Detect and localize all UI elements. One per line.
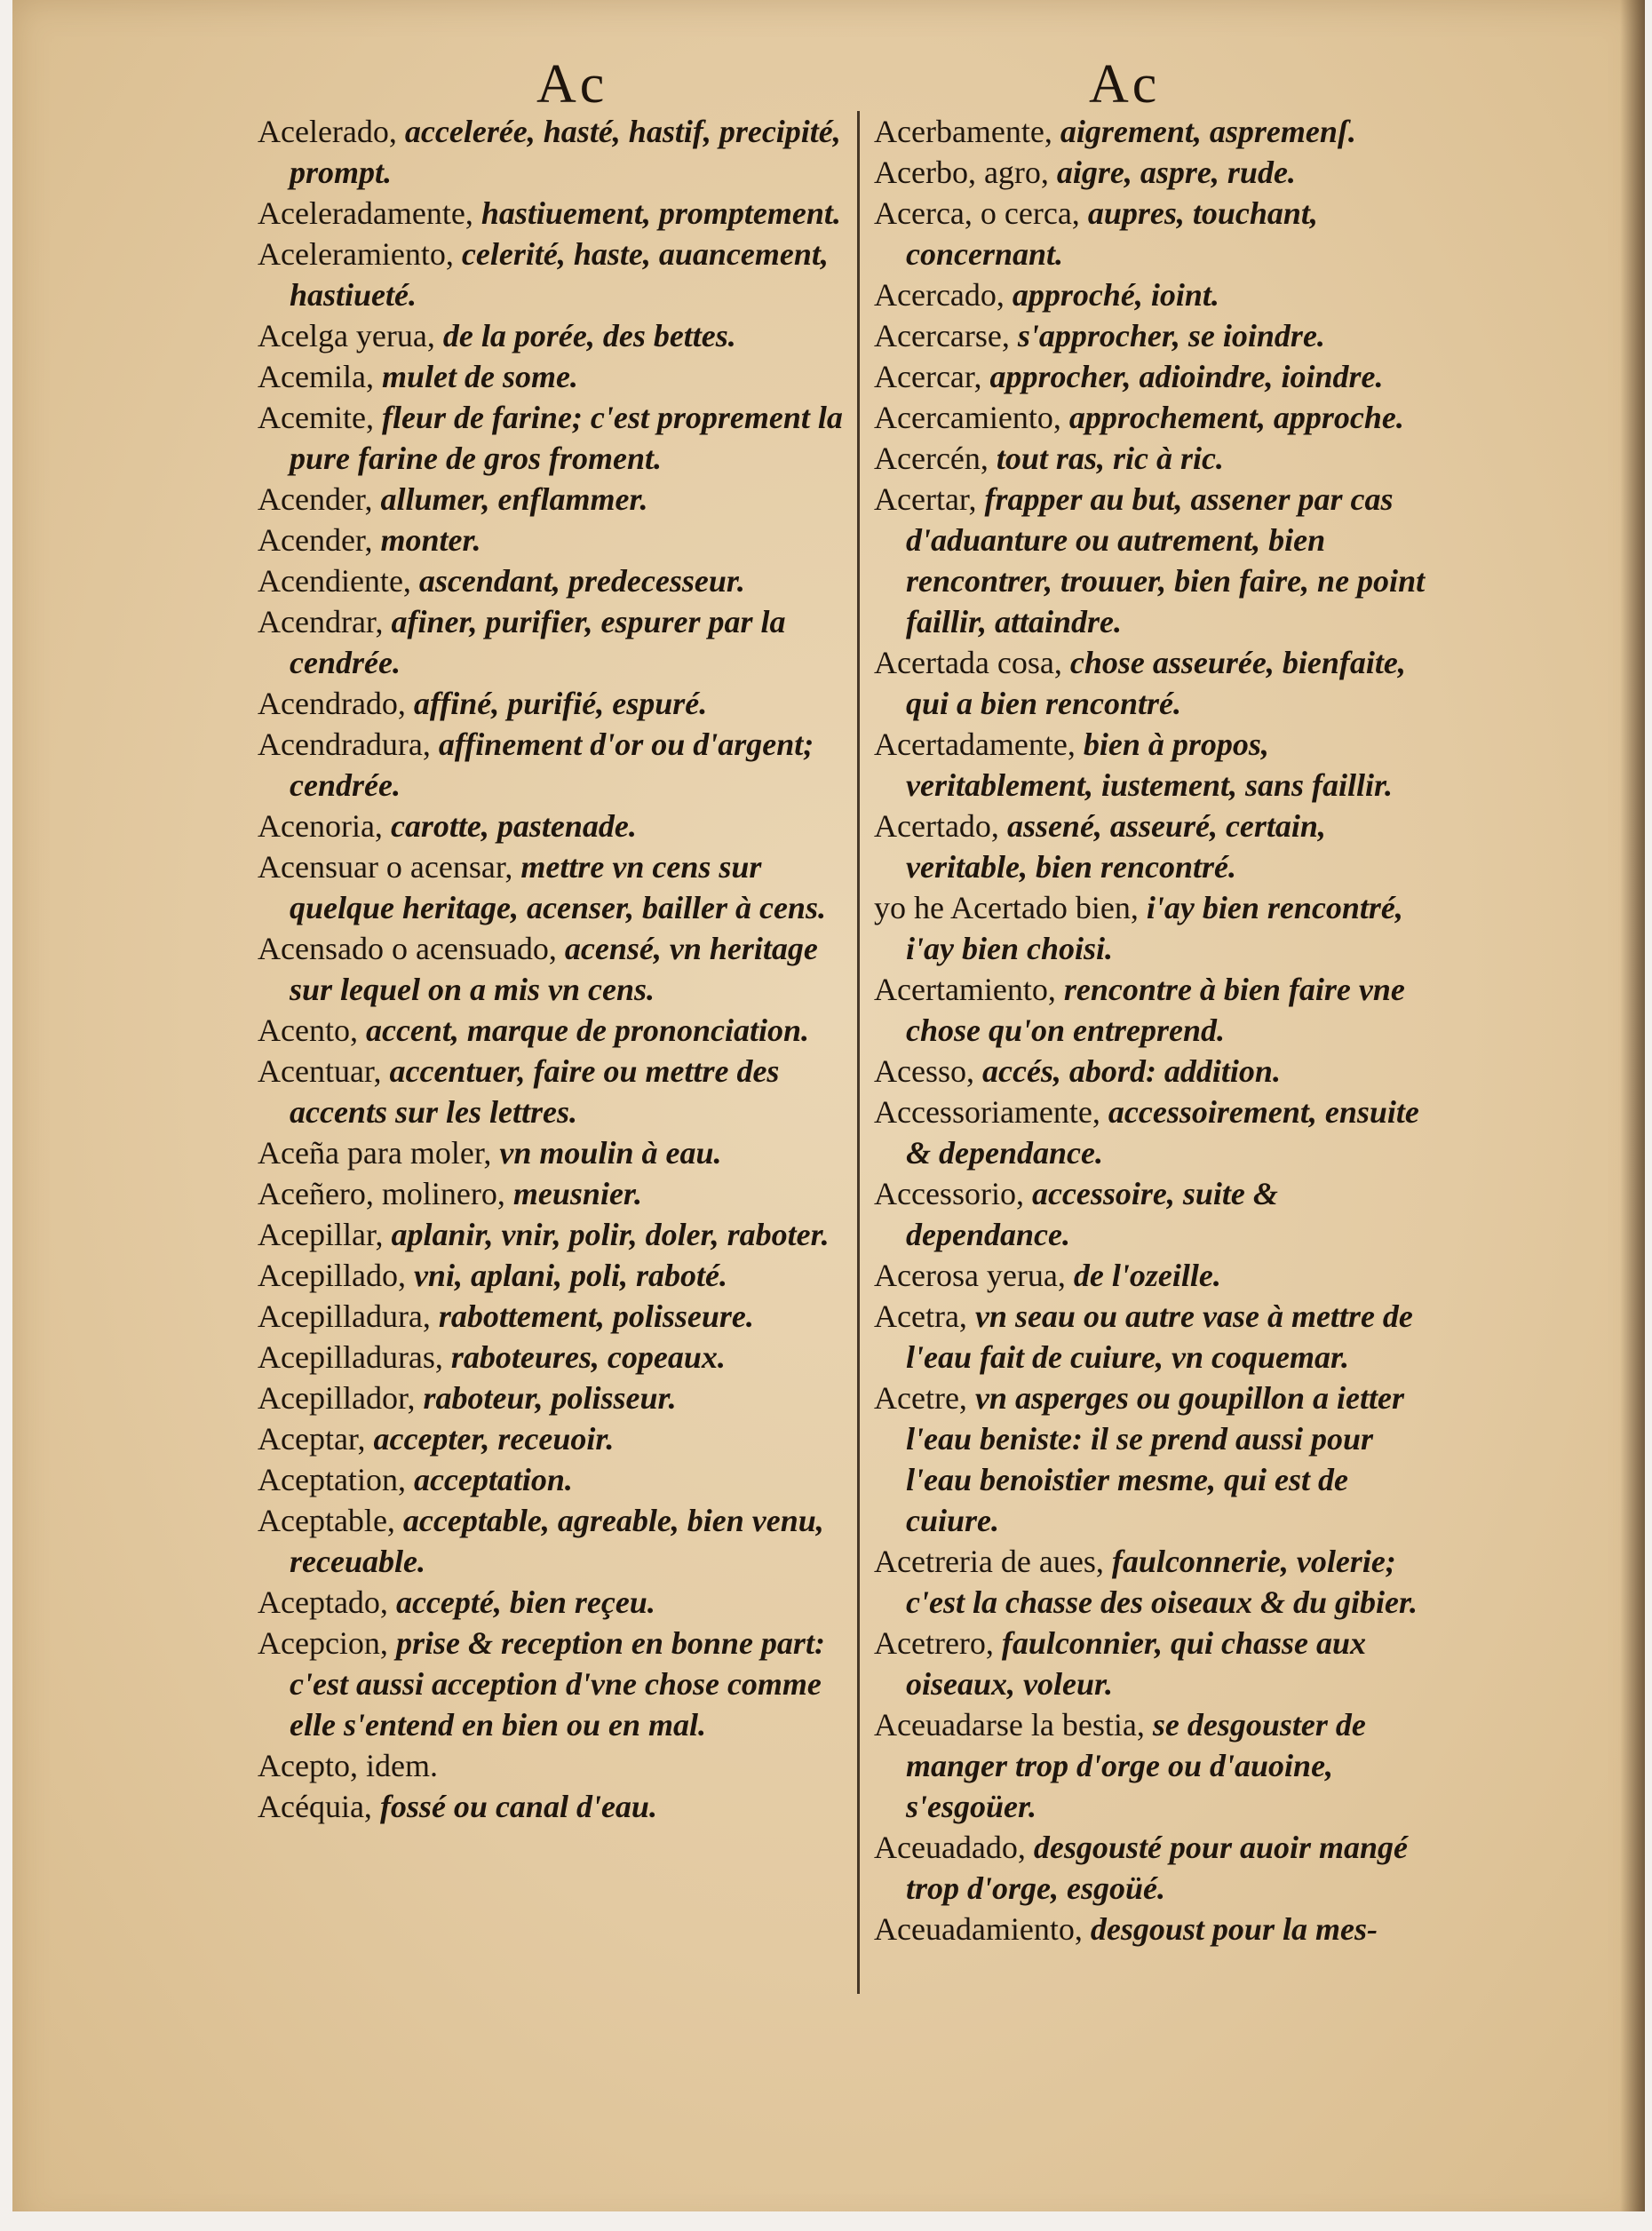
dictionary-entry [874, 806, 1442, 887]
dictionary-entry [258, 1418, 844, 1459]
entry-definition: vn asperges ou goupillon a ietter l'eau beniste: il se prend aussi pour l'eau benoistier mesme, qui est de cuiure. [906, 1380, 1404, 1538]
dictionary-entry [258, 1623, 844, 1745]
entry-headword: Aceptado, [258, 1584, 396, 1620]
entry-definition: ascendant, predecesseur. [418, 563, 745, 599]
entry-definition: accessoirement, ensuite & dependance. [906, 1094, 1419, 1171]
entry-headword: Acerbamente, [874, 114, 1060, 149]
entry-definition: raboteures, copeaux. [450, 1339, 726, 1375]
dictionary-entry [258, 1786, 844, 1827]
dictionary-entry [874, 1827, 1442, 1909]
entry-headword: Acensado o acensuado, [258, 931, 565, 966]
entry-definition: affinement d'or ou d'argent; cendrée. [290, 726, 814, 803]
entry-headword: Acemila, [258, 359, 382, 394]
scan-bottom-margin [0, 2211, 1652, 2231]
dictionary-entry [874, 969, 1442, 1051]
entry-definition: tout ras, ric à ric. [996, 441, 1224, 476]
entry-headword: Acelerado, [258, 114, 405, 149]
dictionary-entry [258, 1051, 844, 1132]
entry-definition: allumer, enflammer. [380, 481, 648, 517]
dictionary-entry [258, 1500, 844, 1582]
dictionary-entry [258, 601, 844, 683]
entry-definition: desgoust pour la mes- [1090, 1911, 1378, 1947]
entry-definition: mettre vn cens sur quelque heritage, acenser, bailler à cens. [290, 849, 826, 925]
dictionary-entry [874, 1092, 1442, 1173]
entry-definition: rabottement, polisseure. [438, 1298, 754, 1334]
dictionary-entry [874, 315, 1442, 356]
entry-definition: acceptable, agreable, bien venu, receuable. [290, 1503, 824, 1579]
entry-definition: raboteur, polisseur. [423, 1380, 677, 1416]
entry-headword: Aceñero, molinero, [258, 1176, 513, 1211]
dictionary-entry [258, 111, 844, 193]
entry-definition: monter. [380, 522, 481, 558]
dictionary-entry [874, 274, 1442, 315]
entry-definition: de la porée, des bettes. [442, 318, 736, 353]
entry-definition: i'ay bien rencontré, i'ay bien choisi. [906, 890, 1403, 966]
dictionary-entry [874, 887, 1442, 969]
entry-headword: Acetre, [874, 1380, 975, 1416]
dictionary-entry [874, 1296, 1442, 1378]
dictionary-entry [258, 397, 844, 479]
entry-headword: Acender, [258, 522, 381, 558]
left-running-header: Ac [536, 54, 608, 115]
entry-definition: accentuer, faire ou mettre des accents sur les lettres. [290, 1053, 780, 1130]
entry-headword: Acerosa yerua, [874, 1258, 1074, 1293]
entry-headword: Accessoriamente, [874, 1094, 1108, 1130]
entry-definition: desgousté pour auoir mangé trop d'orge, esgoüé. [906, 1830, 1408, 1906]
entry-headword: Acercar, [874, 359, 990, 394]
entry-headword: Acetra, [874, 1298, 975, 1334]
entry-headword: Acepto, idem. [258, 1748, 438, 1783]
entry-headword: Acercarse, [874, 318, 1018, 353]
entry-definition: accent, marque de prononciation. [365, 1012, 809, 1048]
entry-headword: Aceña para moler, [258, 1135, 500, 1171]
entry-headword: Acertada cosa, [874, 645, 1070, 680]
entry-headword: Acertado, [874, 808, 1007, 844]
entry-definition: accelerée, hasté, hastif, precipité, prompt. [290, 114, 841, 190]
dictionary-entry [258, 1296, 844, 1337]
dictionary-entry [874, 111, 1442, 152]
entry-definition: meusnier. [512, 1176, 642, 1211]
entry-headword: Acertar, [874, 481, 985, 517]
entry-definition: approché, ioint. [1012, 277, 1219, 313]
entry-definition: aplanir, vnir, polir, doler, raboter. [391, 1217, 830, 1252]
dictionary-entry [258, 1337, 844, 1378]
dictionary-entry [258, 1745, 844, 1786]
entry-headword: Acender, [258, 481, 381, 517]
entry-headword: Aceptation, [258, 1462, 414, 1497]
entry-definition: s'approcher, se ioindre. [1017, 318, 1325, 353]
dictionary-entry [258, 683, 844, 724]
dictionary-entry [258, 193, 844, 234]
book-page [12, 0, 1645, 2231]
entry-definition: vn seau ou autre vase à mettre de l'eau fait de cuiure, vn coquemar. [906, 1298, 1413, 1375]
page-gutter-shadow [1620, 0, 1645, 2231]
dictionary-entry [258, 1132, 844, 1173]
entry-headword: Aceptable, [258, 1503, 403, 1538]
entry-headword: Acetrero, [874, 1625, 1002, 1661]
entry-headword: Acerbo, agro, [874, 155, 1057, 190]
entry-definition: accepté, bien reçeu. [395, 1584, 655, 1620]
entry-headword: Acento, [258, 1012, 366, 1048]
entry-definition: aigre, aspre, rude. [1056, 155, 1296, 190]
dictionary-entry [258, 234, 844, 315]
entry-headword: Acentuar, [258, 1053, 390, 1089]
entry-headword: Aceleramiento, [258, 236, 462, 272]
entry-definition: frapper au but, assener par cas d'aduanture ou autrement, bien rencontrer, trouuer, bien faire, ne point faillir, attaindre. [906, 481, 1426, 639]
entry-definition: rencontre à bien faire vne chose qu'on entreprend. [906, 972, 1405, 1048]
dictionary-entry [874, 438, 1442, 479]
entry-definition: affiné, purifié, espuré. [413, 686, 708, 721]
entry-definition: vn moulin à eau. [499, 1135, 722, 1171]
dictionary-entry [258, 560, 844, 601]
dictionary-entry [874, 479, 1442, 642]
entry-definition: se desgouster de manger trop d'orge ou d'auoine, s'esgoüer. [906, 1707, 1366, 1824]
dictionary-entry [874, 1704, 1442, 1827]
entry-headword: Acetreria de aues, [874, 1544, 1112, 1579]
entry-definition: bien à propos, veritablement, iustement, sans faillir. [906, 726, 1394, 803]
entry-headword: Acendiente, [258, 563, 419, 599]
dictionary-entry [258, 479, 844, 520]
entry-headword: Acenoria, [258, 808, 391, 844]
entry-definition: acceptation. [413, 1462, 573, 1497]
entry-headword: Aceuadarse la bestia, [874, 1707, 1153, 1743]
entry-definition: carotte, pastenade. [390, 808, 637, 844]
entry-definition: fossé ou canal d'eau. [379, 1789, 657, 1824]
entry-headword: Acelga yerua, [258, 318, 443, 353]
entry-headword: Acepillado, [258, 1258, 414, 1293]
entry-headword: Aceuadamiento, [874, 1911, 1091, 1947]
entry-definition: faulconnier, qui chasse aux oiseaux, voleur. [906, 1625, 1367, 1702]
dictionary-entry [258, 520, 844, 560]
entry-definition: assené, asseuré, certain, veritable, bien rencontré. [906, 808, 1326, 885]
dictionary-entry [258, 1214, 844, 1255]
dictionary-entry [258, 928, 844, 1010]
entry-definition: aupres, touchant, concernant. [906, 195, 1318, 272]
entry-definition: mulet de some. [381, 359, 578, 394]
entry-headword: Acepilladuras, [258, 1339, 451, 1375]
entry-definition: afiner, purifier, espurer par la cendrée. [290, 604, 786, 680]
entry-definition: acensé, vn heritage sur lequel on a mis vn cens. [290, 931, 818, 1007]
entry-headword: Acesso, [874, 1053, 982, 1089]
entry-definition: aigrement, aspremenſ. [1060, 114, 1356, 149]
entry-headword: Aceptar, [258, 1421, 374, 1457]
entry-definition: approchement, approche. [1068, 400, 1404, 435]
dictionary-entry [874, 1255, 1442, 1296]
entry-headword: Acensuar o acensar, [258, 849, 521, 885]
dictionary-entry [874, 1378, 1442, 1541]
entry-headword: Acepillador, [258, 1380, 424, 1416]
dictionary-entry [874, 356, 1442, 397]
dictionary-entry [258, 806, 844, 846]
entry-headword: Acendrar, [258, 604, 392, 639]
dictionary-entry [258, 846, 844, 928]
entry-definition: de l'ozeille. [1073, 1258, 1221, 1293]
dictionary-entry [258, 1255, 844, 1296]
dictionary-entry [874, 1541, 1442, 1623]
entry-definition: prise & reception en bonne part: c'est aussi acception d'vne chose comme elle s'entend en bien ou en mal. [290, 1625, 825, 1743]
entry-headword: yo he Acertado bien, [874, 890, 1147, 925]
dictionary-entry [258, 1173, 844, 1214]
dictionary-entry [258, 1582, 844, 1623]
entry-headword: Acertadamente, [874, 726, 1084, 762]
dictionary-entry [258, 724, 844, 806]
entry-headword: Acepilladura, [258, 1298, 439, 1334]
entry-headword: Acercamiento, [874, 400, 1069, 435]
dictionary-entry [874, 152, 1442, 193]
dictionary-entry [874, 1173, 1442, 1255]
dictionary-entry [874, 1623, 1442, 1704]
right-column [874, 111, 1442, 1949]
entry-definition: approcher, adioindre, ioindre. [989, 359, 1384, 394]
entry-headword: Aceuadado, [874, 1830, 1034, 1865]
entry-headword: Aceleradamente, [258, 195, 481, 231]
column-divider [857, 111, 860, 1994]
entry-headword: Accessorio, [874, 1176, 1032, 1211]
entry-headword: Acendradura, [258, 726, 439, 762]
entry-headword: Acepcion, [258, 1625, 396, 1661]
entry-headword: Acendrado, [258, 686, 414, 721]
left-column [258, 111, 844, 1827]
entry-definition: chose asseurée, bienfaite, qui a bien rencontré. [906, 645, 1406, 721]
entry-headword: Acertamiento, [874, 972, 1064, 1007]
entry-definition: accés, abord: addition. [981, 1053, 1281, 1089]
entry-headword: Acemite, [258, 400, 382, 435]
dictionary-entry [258, 1010, 844, 1051]
dictionary-entry [874, 642, 1442, 724]
entry-definition: accepter, receuoir. [373, 1421, 615, 1457]
entry-headword: Acéquia, [258, 1789, 380, 1824]
dictionary-entry [258, 315, 844, 356]
entry-definition: accessoire, suite & dependance. [906, 1176, 1278, 1252]
right-running-header: Ac [1089, 54, 1161, 115]
dictionary-entry [874, 1909, 1442, 1949]
dictionary-entry [258, 1459, 844, 1500]
entry-definition: fleur de farine; c'est proprement la pure farine de gros froment. [290, 400, 843, 476]
entry-headword: Acercado, [874, 277, 1013, 313]
dictionary-entry [258, 356, 844, 397]
entry-definition: celerité, haste, auancement, hastiueté. [290, 236, 829, 313]
entry-definition: faulconnerie, volerie; c'est la chasse des oiseaux & du gibier. [906, 1544, 1418, 1620]
entry-headword: Acerca, o cerca, [874, 195, 1088, 231]
entry-headword: Acepillar, [258, 1217, 392, 1252]
entry-definition: hastiuement, promptement. [481, 195, 841, 231]
dictionary-entry [258, 1378, 844, 1418]
entry-definition: vni, aplani, poli, raboté. [413, 1258, 727, 1293]
dictionary-entry [874, 1051, 1442, 1092]
dictionary-entry [874, 724, 1442, 806]
dictionary-entry [874, 397, 1442, 438]
entry-headword: Acercén, [874, 441, 997, 476]
dictionary-entry [874, 193, 1442, 274]
